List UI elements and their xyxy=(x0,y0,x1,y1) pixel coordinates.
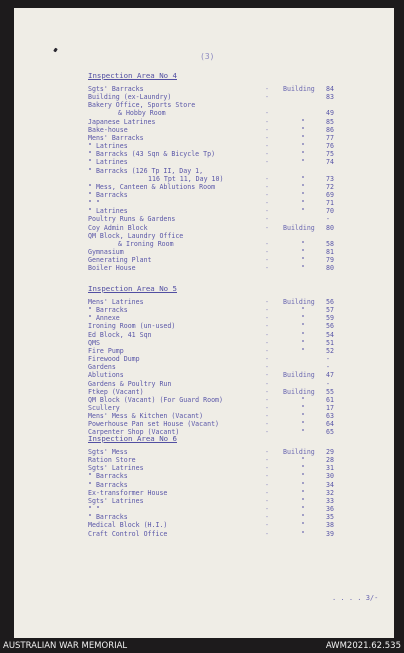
dash-separator: - xyxy=(265,330,269,339)
building-number: 83 xyxy=(326,93,334,102)
building-name: Building (ex-Laundry) xyxy=(88,93,172,102)
building-number: 49 xyxy=(326,109,334,118)
building-label: Building xyxy=(283,448,315,456)
archive-footer xyxy=(0,640,404,653)
building-name: Firewood Dump xyxy=(88,355,140,364)
dash-separator: - xyxy=(265,223,269,232)
building-number: 64 xyxy=(326,420,334,429)
inspection-row xyxy=(14,380,394,388)
building-label: Building xyxy=(283,85,315,93)
building-name: Ed Block, 41 Sqn xyxy=(88,330,152,339)
building-name: " Barracks xyxy=(88,480,128,489)
building-number: 30 xyxy=(326,472,334,481)
building-label: " xyxy=(301,117,305,126)
building-number: 39 xyxy=(326,529,334,538)
dash-separator: - xyxy=(265,182,269,191)
building-number: 71 xyxy=(326,199,334,208)
building-number: 77 xyxy=(326,133,334,142)
building-label: Building xyxy=(283,223,315,232)
building-label: " xyxy=(301,513,305,522)
building-number: 72 xyxy=(326,182,334,191)
inspection-row xyxy=(14,371,394,379)
building-number: 80 xyxy=(326,264,334,273)
building-name: Gardens xyxy=(88,363,116,372)
building-label: " xyxy=(301,314,305,323)
dash-separator: - xyxy=(265,472,269,481)
building-number: 51 xyxy=(326,338,334,347)
building-name: & Hobby Room xyxy=(118,109,166,118)
section-heading: Inspection Area No 6 xyxy=(88,434,177,443)
building-label: " xyxy=(301,256,305,265)
dash-separator: - xyxy=(265,505,269,514)
inspection-row xyxy=(14,101,394,109)
building-number: 86 xyxy=(326,125,334,134)
dash-separator: - xyxy=(265,142,269,151)
building-label: Building xyxy=(283,387,315,396)
building-name: Coy Admin Block xyxy=(88,223,148,232)
inspection-row xyxy=(14,314,394,322)
building-number: 56 xyxy=(326,298,334,306)
building-name: Generating Plant xyxy=(88,256,152,265)
continuation-marker: . . . . 3/- xyxy=(332,594,379,602)
building-name: " " xyxy=(88,199,100,208)
building-label: " xyxy=(301,472,305,481)
building-number: 79 xyxy=(326,256,334,265)
dash-separator: - xyxy=(265,496,269,505)
building-number: 70 xyxy=(326,207,334,216)
building-number: 57 xyxy=(326,306,334,315)
building-name: Gardens & Poultry Run xyxy=(88,379,172,388)
building-number: 35 xyxy=(326,513,334,522)
building-name: Boiler House xyxy=(88,264,136,273)
building-name: Mens' Barracks xyxy=(88,133,144,142)
dash-separator: - xyxy=(265,264,269,273)
inspection-row xyxy=(14,150,394,158)
inspection-row xyxy=(14,412,394,420)
building-number: 69 xyxy=(326,190,334,199)
inspection-row xyxy=(14,264,394,272)
inspection-row xyxy=(14,191,394,199)
document-page xyxy=(14,8,394,638)
building-name: " Annexe xyxy=(88,314,120,323)
building-number: 32 xyxy=(326,488,334,497)
inspection-row xyxy=(14,448,394,456)
dash-separator: - xyxy=(265,239,269,248)
building-name: Bakery Office, Sports Store xyxy=(88,101,196,110)
building-label: " xyxy=(301,420,305,429)
inspection-row xyxy=(14,215,394,223)
building-label: " xyxy=(301,207,305,216)
dash-separator: - xyxy=(265,150,269,159)
building-label: " xyxy=(301,190,305,199)
inspection-row xyxy=(14,306,394,314)
building-name: Fire Pump xyxy=(88,346,124,355)
inspection-row xyxy=(14,93,394,101)
building-number: 76 xyxy=(326,142,334,151)
inspection-row xyxy=(14,126,394,134)
building-label: " xyxy=(301,496,305,505)
dash-separator: - xyxy=(265,314,269,323)
building-name: Carpenter Shop (Vacant) xyxy=(88,428,180,437)
building-name: Ablutions xyxy=(88,371,124,380)
inspection-row xyxy=(14,322,394,330)
inspection-row xyxy=(14,355,394,363)
dash-separator: - xyxy=(265,338,269,347)
dash-separator: - xyxy=(265,355,269,364)
inspection-row xyxy=(14,472,394,480)
building-label: " xyxy=(301,403,305,412)
inspection-row xyxy=(14,404,394,412)
inspection-row xyxy=(14,505,394,513)
dash-separator: - xyxy=(265,412,269,421)
dash-separator: - xyxy=(265,125,269,134)
building-label: " xyxy=(301,264,305,273)
building-name: Gymnasium xyxy=(88,248,124,256)
building-name: Sgts' Mess xyxy=(88,448,128,456)
dash-separator: - xyxy=(265,109,269,118)
building-label: " xyxy=(301,395,305,404)
building-name: " " xyxy=(88,505,100,514)
building-number: - xyxy=(326,215,330,224)
building-label: " xyxy=(301,428,305,437)
building-label: " xyxy=(301,346,305,355)
building-number: 33 xyxy=(326,496,334,505)
building-number: 52 xyxy=(326,346,334,355)
building-name: & Ironing Room xyxy=(118,239,174,248)
building-name: Sgts' Latrines xyxy=(88,464,144,473)
inspection-row xyxy=(14,298,394,306)
building-number: 17 xyxy=(326,403,334,412)
building-name: Ftkep (Vacant) xyxy=(88,387,144,396)
dash-separator: - xyxy=(265,464,269,473)
inspection-row xyxy=(14,134,394,142)
building-name: Medical Block (H.I.) xyxy=(88,521,168,530)
dash-separator: - xyxy=(265,322,269,331)
inspection-row xyxy=(14,363,394,371)
building-name: " Latrines xyxy=(88,207,128,216)
building-label: " xyxy=(301,521,305,530)
inspection-row xyxy=(14,142,394,150)
inspection-row xyxy=(14,248,394,256)
inspection-row xyxy=(14,118,394,126)
dash-separator: - xyxy=(265,428,269,437)
building-name: Scullery xyxy=(88,403,120,412)
building-number: 59 xyxy=(326,314,334,323)
building-number: 61 xyxy=(326,395,334,404)
inspection-row xyxy=(14,85,394,93)
building-number: 74 xyxy=(326,158,334,167)
dash-separator: - xyxy=(265,93,269,102)
building-number: 75 xyxy=(326,150,334,159)
building-number: 54 xyxy=(326,330,334,339)
dash-separator: - xyxy=(265,420,269,429)
building-number: 55 xyxy=(326,387,334,396)
building-number: 58 xyxy=(326,239,334,248)
building-name: " Barracks xyxy=(88,472,128,481)
dash-separator: - xyxy=(265,521,269,530)
dash-separator: - xyxy=(265,133,269,142)
inspection-row xyxy=(14,428,394,436)
ink-mark xyxy=(53,48,58,53)
section-heading: Inspection Area No 4 xyxy=(88,71,177,80)
building-name: " Barracks xyxy=(88,190,128,199)
building-label: " xyxy=(301,239,305,248)
inspection-row xyxy=(14,388,394,396)
building-label: " xyxy=(301,464,305,473)
building-number: 36 xyxy=(326,505,334,514)
building-number: - xyxy=(326,379,330,388)
building-name: " Barracks xyxy=(88,306,128,315)
inspection-row xyxy=(14,240,394,248)
dash-separator: - xyxy=(265,117,269,126)
inspection-row xyxy=(14,158,394,166)
dash-separator: - xyxy=(265,256,269,265)
building-label: " xyxy=(301,248,305,256)
inspection-row xyxy=(14,199,394,207)
inspection-row xyxy=(14,530,394,538)
inspection-row xyxy=(14,232,394,240)
inspection-row xyxy=(14,521,394,529)
building-label: " xyxy=(301,480,305,489)
building-number: - xyxy=(326,363,330,372)
dash-separator: - xyxy=(265,306,269,315)
building-label: Building xyxy=(283,298,315,306)
inspection-row xyxy=(14,513,394,521)
building-name: Craft Control Office xyxy=(88,529,168,538)
building-number: 47 xyxy=(326,371,334,380)
building-number: 84 xyxy=(326,85,334,93)
building-number: - xyxy=(326,355,330,364)
building-name: Mens' Mess & Kitchen (Vacant) xyxy=(88,412,204,421)
inspection-row xyxy=(14,456,394,464)
footer-institution: AUSTRALIAN WAR MEMORIAL xyxy=(3,641,128,651)
dash-separator: - xyxy=(265,298,269,306)
dash-separator: - xyxy=(265,199,269,208)
building-label: " xyxy=(301,412,305,421)
building-label: " xyxy=(301,456,305,465)
building-label: " xyxy=(301,338,305,347)
building-label: " xyxy=(301,150,305,159)
building-label: " xyxy=(301,306,305,315)
building-number: 28 xyxy=(326,456,334,465)
inspection-row xyxy=(14,396,394,404)
building-label: " xyxy=(301,125,305,134)
building-label: " xyxy=(301,488,305,497)
building-label: " xyxy=(301,322,305,331)
building-number: 85 xyxy=(326,117,334,126)
building-name: Ration Store xyxy=(88,456,136,465)
building-name: 116 Tpt 11, Day 10) xyxy=(148,174,224,183)
dash-separator: - xyxy=(265,480,269,489)
dash-separator: - xyxy=(265,346,269,355)
building-label: " xyxy=(301,529,305,538)
footer-accession-number: AWM2021.62.535 xyxy=(325,641,401,651)
inspection-row xyxy=(14,339,394,347)
building-name: QM Block, Laundry Office xyxy=(88,231,184,240)
building-number: 31 xyxy=(326,464,334,473)
inspection-row xyxy=(14,183,394,191)
dash-separator: - xyxy=(265,248,269,256)
building-label: " xyxy=(301,182,305,191)
dash-separator: - xyxy=(265,387,269,396)
building-name: Powerhouse Pan set House (Vacant) xyxy=(88,420,220,429)
dash-separator: - xyxy=(265,158,269,167)
dash-separator: - xyxy=(265,448,269,456)
building-number: 34 xyxy=(326,480,334,489)
building-number: 81 xyxy=(326,248,334,256)
building-name: QM Block (Vacant) (For Guard Room) xyxy=(88,395,223,404)
page-number: (3) xyxy=(200,52,215,61)
building-name: " Latrines xyxy=(88,142,128,151)
dash-separator: - xyxy=(265,395,269,404)
inspection-row xyxy=(14,347,394,355)
building-label: " xyxy=(301,174,305,183)
inspection-row xyxy=(14,175,394,183)
inspection-row xyxy=(14,331,394,339)
building-name: Japanese Latrines xyxy=(88,117,156,126)
building-number: 80 xyxy=(326,223,334,232)
dash-separator: - xyxy=(265,403,269,412)
building-name: Mens' Latrines xyxy=(88,298,144,306)
dash-separator: - xyxy=(265,190,269,199)
dash-separator: - xyxy=(265,363,269,372)
inspection-row xyxy=(14,481,394,489)
building-name: " Latrines xyxy=(88,158,128,167)
inspection-row xyxy=(14,464,394,472)
inspection-row xyxy=(14,489,394,497)
dash-separator: - xyxy=(265,456,269,465)
building-number: 38 xyxy=(326,521,334,530)
building-name: " Barracks xyxy=(88,513,128,522)
inspection-row xyxy=(14,109,394,117)
dash-separator: - xyxy=(265,207,269,216)
dash-separator: - xyxy=(265,529,269,538)
building-number: 29 xyxy=(326,448,334,456)
dash-separator: - xyxy=(265,379,269,388)
building-number: 56 xyxy=(326,322,334,331)
inspection-row xyxy=(14,256,394,264)
building-label: Building xyxy=(283,371,315,380)
building-number: 63 xyxy=(326,412,334,421)
building-label: " xyxy=(301,142,305,151)
building-number: 65 xyxy=(326,428,334,437)
dash-separator: - xyxy=(265,371,269,380)
building-label: " xyxy=(301,158,305,167)
dash-separator: - xyxy=(265,174,269,183)
building-name: Ironing Room (un-used) xyxy=(88,322,176,331)
building-label: " xyxy=(301,330,305,339)
dash-separator: - xyxy=(265,513,269,522)
building-label: " xyxy=(301,133,305,142)
inspection-row xyxy=(14,224,394,232)
building-name: " Barracks (43 Sqn & Bicycle Tp) xyxy=(88,150,216,159)
building-name: Sgts' Latrines xyxy=(88,496,144,505)
inspection-row xyxy=(14,167,394,175)
building-name: Sgts' Barracks xyxy=(88,85,144,93)
inspection-row xyxy=(14,497,394,505)
building-name: Ex-transformer House xyxy=(88,488,168,497)
inspection-row xyxy=(14,207,394,215)
building-label: " xyxy=(301,199,305,208)
building-name: QMS xyxy=(88,338,100,347)
section-heading: Inspection Area No 5 xyxy=(88,284,177,293)
dash-separator: - xyxy=(265,85,269,93)
dash-separator: - xyxy=(265,488,269,497)
building-number: 73 xyxy=(326,174,334,183)
building-name: Bake-house xyxy=(88,125,128,134)
building-name: " Mess, Canteen & Ablutions Room xyxy=(88,182,216,191)
dash-separator: - xyxy=(265,215,269,224)
inspection-row xyxy=(14,420,394,428)
building-name: Poultry Runs & Gardens xyxy=(88,215,176,224)
building-label: " xyxy=(301,505,305,514)
building-name: " Barracks (126 Tp II, Day 1, xyxy=(88,166,204,175)
